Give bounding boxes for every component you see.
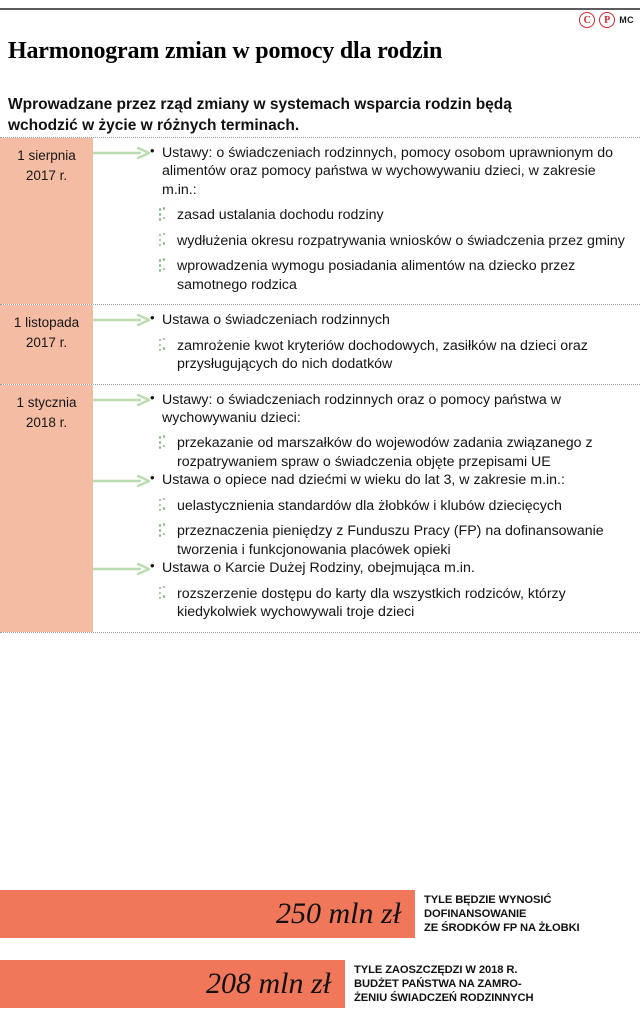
timeline-content <box>150 138 636 304</box>
sub-bullet-marker-icon <box>158 586 170 600</box>
date-line-2: 2017 r. <box>25 168 68 184</box>
timeline-arrow-icon <box>93 563 150 575</box>
timeline-subitem <box>158 585 632 622</box>
timeline-bullet: • Ustawa o świadczeniach rodzinnych <box>150 311 632 329</box>
summary-row <box>0 890 640 938</box>
timeline-subitem <box>158 337 632 374</box>
sub-bullet-marker-icon <box>158 435 170 449</box>
top-rule <box>0 8 640 10</box>
timeline <box>0 137 640 633</box>
timeline-bullet: • Ustawa o Karcie Dużej Rodziny, obejmująca m.in. <box>150 559 632 577</box>
timeline-block <box>150 559 632 621</box>
timeline-date <box>0 393 93 434</box>
timeline-block <box>150 391 632 472</box>
copyright-c-icon: C <box>579 12 595 28</box>
page-subtitle: Wprowadzane przez rząd zmiany w systemach wsparcia rodzin będą wchodzić w życie w różnych terminach. <box>8 95 512 134</box>
summary-row <box>0 960 640 1008</box>
sub-bullet-marker-icon <box>158 498 170 512</box>
timeline-arrow-icon <box>93 394 150 406</box>
subitem-text: przeznaczenia pieniędzy z Funduszu Pracy (FP) na dofinansowanie tworzenia i funkcjonowania placówek opieki <box>177 523 604 558</box>
timeline-subitem <box>158 434 632 471</box>
summary-caption-line: ZE ŚRODKÓW FP NA ŻŁOBKI <box>424 922 580 935</box>
summary-caption-line: DOFINANSOWANIE <box>424 907 527 920</box>
timeline-subitem <box>158 522 632 559</box>
timeline-date <box>0 313 93 354</box>
summary-bar <box>0 960 345 1008</box>
subitem-text: przekazanie od marszałków do wojewodów zadania związanego z rozpatrywaniem spraw o świadczenia objęte przepisami UE <box>177 435 593 470</box>
publisher-logo <box>579 12 634 28</box>
sub-bullet-marker-icon <box>158 258 170 272</box>
timeline-subitem <box>158 206 632 224</box>
timeline-row <box>0 304 640 383</box>
sub-bullet-marker-icon <box>158 207 170 221</box>
summary-figures <box>0 890 640 1008</box>
date-line-2: 2018 r. <box>25 414 68 430</box>
timeline-subitem <box>158 232 632 250</box>
subitem-text: zasad ustalania dochodu rodziny <box>177 207 384 224</box>
summary-bar <box>0 890 415 938</box>
timeline-bullet: • Ustawa o opiece nad dziećmi w wieku do lat 3, w zakresie m.in.: <box>150 471 632 489</box>
summary-caption-line: TYLE BĘDZIE WYNOSIĆ <box>424 893 552 906</box>
timeline-arrow-icon <box>93 475 150 487</box>
timeline-row <box>0 137 640 304</box>
timeline-date <box>0 146 93 187</box>
author-initials: MC <box>619 15 634 25</box>
timeline-row <box>0 384 640 633</box>
summary-caption-line: BUDŻET PAŃSTWA NA ZAMRO- <box>354 977 522 990</box>
page-title: Harmonogram zmian w pomocy dla rodzin <box>8 38 443 65</box>
date-line-2: 2017 r. <box>25 335 68 351</box>
sub-bullet-marker-icon <box>158 523 170 537</box>
date-line-1: 1 sierpnia <box>17 148 76 163</box>
timeline-block <box>150 471 632 559</box>
copyright-p-icon: P <box>599 12 615 28</box>
timeline-bullet: • Ustawy: o świadczeniach rodzinnych oraz o pomocy państwa w wychowywaniu dzieci: <box>150 391 632 428</box>
timeline-bullet: • Ustawy: o świadczeniach rodzinnych, pomocy osobom uprawnionym do alimentów oraz pomocy państwa w wychowywaniu dzieci, w zakresie m.in.: <box>150 144 632 199</box>
timeline-subitem <box>158 257 632 294</box>
timeline-content <box>150 305 636 383</box>
timeline-block <box>150 311 632 373</box>
subitem-text: zamrożenie kwot kryteriów dochodowych, zasiłków na dzieci oraz przysługujących do nich dodatków <box>177 337 588 373</box>
timeline-arrow-icon <box>93 147 150 159</box>
timeline-arrow-icon <box>93 314 150 326</box>
summary-value: 250 mln zł <box>275 897 401 930</box>
subitem-text: rozszerzenie dostępu do karty dla wszystkich rodziców, którzy kiedykolwiek wychowywali troje dzieci <box>177 585 566 621</box>
subitem-text: uelastycznienia standardów dla żłobków i klubów dziecięcych <box>177 497 562 514</box>
summary-caption-line: TYLE ZAOSZCZĘDZI W 2018 R. <box>354 963 518 976</box>
timeline-subitem <box>158 497 632 515</box>
subitem-text: wprowadzenia wymogu posiadania alimentów na dziecko przez samotnego rodzica <box>177 258 576 293</box>
sub-bullet-marker-icon <box>158 338 170 352</box>
date-line-1: 1 stycznia <box>16 394 77 410</box>
sub-bullet-marker-icon <box>158 233 170 247</box>
summary-caption <box>415 893 580 935</box>
summary-caption <box>345 963 534 1005</box>
summary-caption-line: ŻENIU ŚWIADCZEŃ RODZINNYCH <box>354 992 534 1005</box>
subitem-text: wydłużenia okresu rozpatrywania wniosków o świadczenia przez gminy <box>177 232 625 249</box>
timeline-content <box>150 385 636 632</box>
summary-value: 208 mln zł <box>205 967 331 1000</box>
date-line-1: 1 listopada <box>13 315 80 331</box>
timeline-block <box>150 144 632 294</box>
